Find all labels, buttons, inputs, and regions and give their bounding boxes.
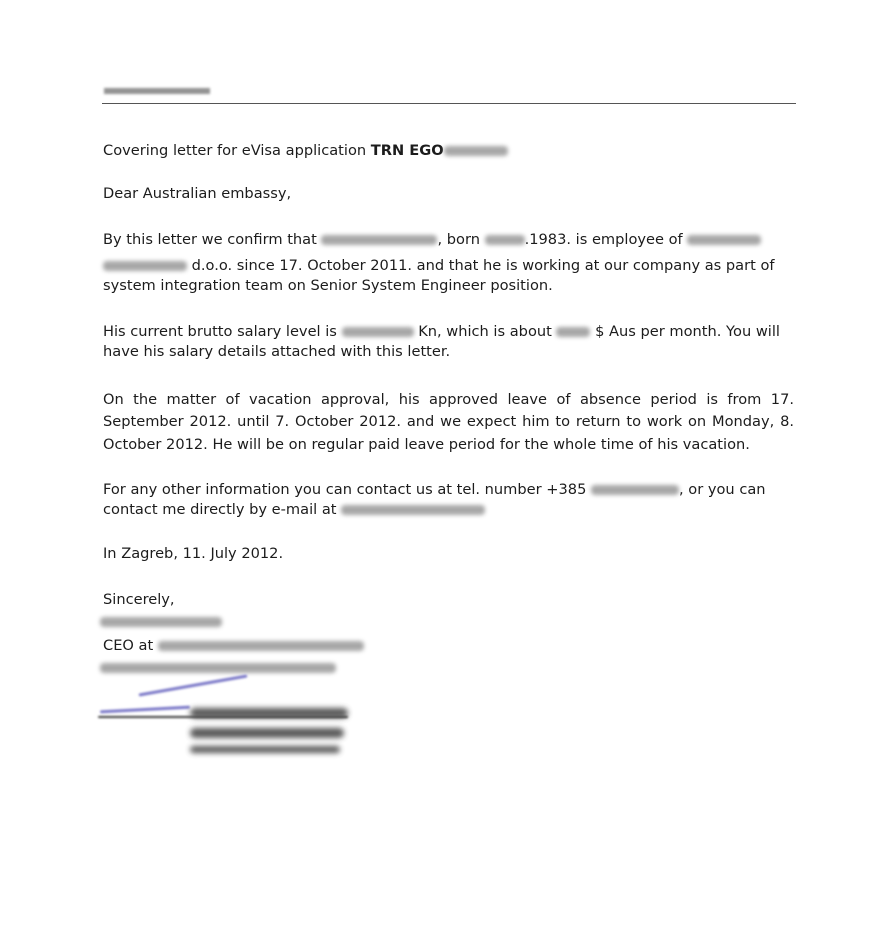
p4-line2 (103, 500, 485, 520)
signature-and-stamp (98, 670, 358, 770)
p1-text-l2: d.o.o. since 17. October 2011. and that he is working at our company as part of (191, 257, 775, 274)
p1-line2 (103, 256, 775, 276)
p1-text-c: .1983. is employee of (524, 231, 683, 248)
redacted-employee-name (321, 235, 437, 245)
redacted-signer-name (100, 617, 222, 627)
p4-line1 (103, 480, 766, 500)
p1-line1 (103, 230, 761, 250)
subject-prefix: Covering letter for eVisa application (103, 142, 371, 159)
letterhead-smudge (104, 88, 210, 94)
p2-text-c: $ Aus per month. You will (595, 323, 780, 340)
salutation: Dear Australian embassy, (103, 185, 292, 202)
signer-title-line (103, 636, 364, 656)
p3-line3: October 2012. He will be on regular paid leave period for the whole time of his vacation. (103, 436, 750, 453)
redacted-phone (591, 485, 679, 495)
p1-line3: system integration team on Senior System Engineer position. (103, 277, 553, 294)
p4-text-b: , or you can (679, 481, 766, 498)
redacted-salary-aus (556, 327, 590, 337)
redacted-email (341, 505, 485, 515)
stamp-line (190, 746, 340, 753)
stamp-line (190, 708, 348, 718)
closing: Sincerely, (103, 591, 175, 608)
redacted-company-name-cont (103, 261, 187, 271)
redacted-trn (444, 146, 508, 156)
p2-line1 (103, 322, 780, 342)
p1-text-a: By this letter we confirm that (103, 231, 317, 248)
p4-text-l2: contact me directly by e-mail at (103, 501, 337, 518)
subject-trn: TRN EGO (370, 142, 444, 159)
redacted-birth-date (485, 235, 525, 245)
p3-line1: On the matter of vacation approval, his approved leave of absence period is from 17. (103, 391, 794, 408)
signer-title: CEO at (103, 637, 154, 654)
p4-text-a: For any other information you can contact us at tel. number +385 (103, 481, 587, 498)
p1-text-b: , born (437, 231, 480, 248)
p3-line2: September 2012. until 7. October 2012. and we expect him to return to work on Monday, 8. (103, 413, 794, 430)
signature-stroke (100, 706, 190, 714)
redacted-salary-kn (342, 327, 414, 337)
signer-name-line (100, 612, 222, 632)
place-date: In Zagreb, 11. July 2012. (103, 545, 284, 562)
p2-text-b: Kn, which is about (418, 323, 552, 340)
p2-line2: have his salary details attached with this letter. (103, 343, 451, 360)
redacted-company-name (687, 235, 761, 245)
stamp-line (190, 728, 344, 738)
letterhead-rule (102, 103, 796, 104)
redacted-company-title (158, 641, 364, 651)
p2-text-a: His current brutto salary level is (103, 323, 337, 340)
subject-line (103, 141, 508, 161)
signature-stroke (139, 674, 248, 696)
